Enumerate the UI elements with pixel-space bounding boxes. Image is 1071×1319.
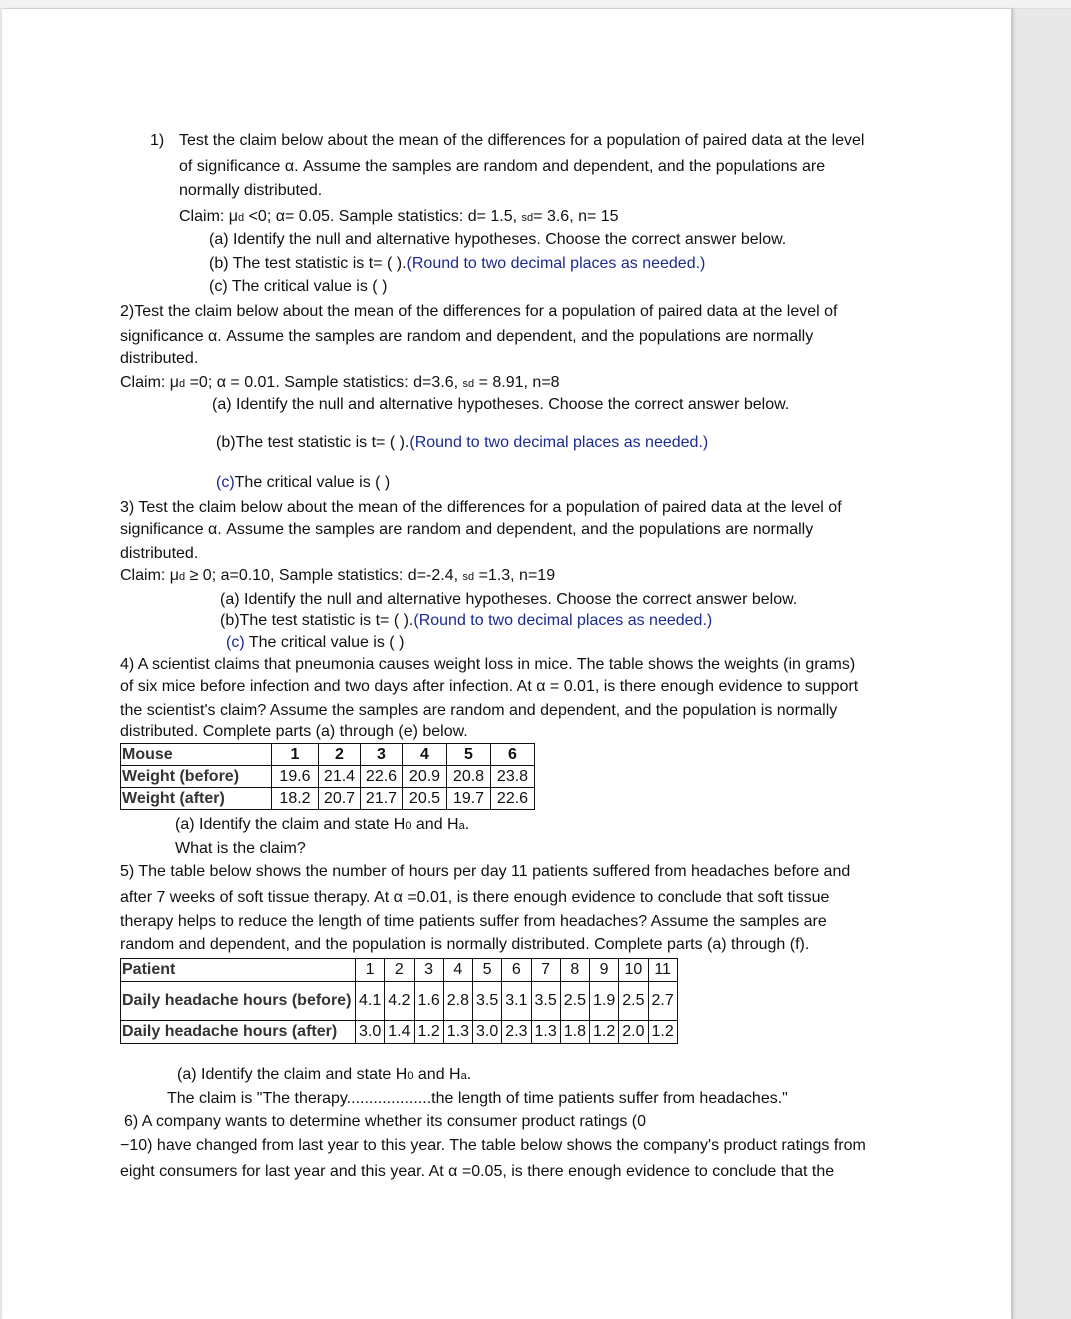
- table-row: [121, 982, 678, 1021]
- q3-text-line3: distributed.: [120, 545, 199, 562]
- table-cell: 1.4: [385, 1021, 414, 1044]
- table-header-row: [121, 959, 678, 982]
- table-header-row: [121, 744, 535, 766]
- q2-part-c-text: The critical value is ( ): [234, 474, 391, 491]
- q5-text-line3: therapy helps to reduce the length of time patients suffer from headaches? Assume the samples are: [120, 913, 827, 930]
- table-cell: 2.5: [619, 982, 648, 1021]
- table-cell: 1.2: [590, 1021, 619, 1044]
- q3-claim: Claim: μd ≥ 0; a=0.10, Sample statistics: d=-2.4, sd =1.3, n=19: [120, 567, 556, 584]
- table-cell: 9: [590, 959, 619, 982]
- table-cell: 20.5: [403, 788, 447, 810]
- table-cell: 19.6: [272, 766, 319, 788]
- q5-text-line2: after 7 weeks of soft tissue therapy. At α =0.01, is there enough evidence to conclude that soft tissue: [120, 889, 830, 906]
- table-cell: 5: [473, 959, 502, 982]
- table-cell: 1.3: [443, 1021, 472, 1044]
- table-cell: 3.0: [356, 1021, 385, 1044]
- q6-text-line3: eight consumers for last year and this year. At α =0.05, is there enough evidence to conclude that the: [120, 1163, 835, 1180]
- q3-part-c-text: The critical value is ( ): [244, 634, 405, 651]
- table-cell: 5: [447, 744, 491, 766]
- table-cell: 1.6: [414, 982, 443, 1021]
- table-cell: 3.0: [473, 1021, 502, 1044]
- q1-text-line3: normally distributed.: [179, 182, 323, 199]
- table-cell: 2: [385, 959, 414, 982]
- viewer-top-bar: [0, 0, 1071, 9]
- table-cell: 19.7: [447, 788, 491, 810]
- table-cell: 4.1: [356, 982, 385, 1021]
- q2-part-c: [216, 473, 390, 493]
- table-cell: 4.2: [385, 982, 414, 1021]
- q1-part-c: (c) The critical value is ( ): [209, 278, 388, 295]
- q2-text-line2: significance α. Assume the samples are random and dependent, and the populations are normally: [120, 328, 814, 345]
- table-cell: Patient: [121, 959, 356, 982]
- q2-text-line1: 2)Test the claim below about the mean of the differences for a population of paired data at the level of: [120, 303, 838, 320]
- q2-part-b: [216, 433, 708, 453]
- q2-part-c-label: (c): [216, 474, 235, 491]
- table-cell: Daily headache hours (after): [121, 1021, 356, 1044]
- q3-part-b-text: (b)The test statistic is t= ( ).: [220, 612, 414, 629]
- table-cell: 3.1: [502, 982, 531, 1021]
- q1-part-b-note: (Round to two decimal places as needed.): [406, 255, 706, 272]
- q2-text-line3: distributed.: [120, 350, 199, 367]
- document-page: [2, 9, 1013, 1319]
- table-cell: 1.3: [531, 1021, 560, 1044]
- table-cell: Daily headache hours (before): [121, 982, 356, 1021]
- q4-text-line2: of six mice before infection and two days after infection. At α = 0.01, is there enough evidence to support: [120, 678, 859, 695]
- table-row: [121, 788, 535, 810]
- q3-text-line2: significance α. Assume the samples are random and dependent, and the populations are normally: [120, 521, 814, 538]
- q6-text-line2: −10) have changed from last year to this year. The table below shows the company's product ratings from: [120, 1137, 866, 1154]
- q1-text-line2: of significance α. Assume the samples are random and dependent, and the populations are: [179, 158, 826, 175]
- q3-part-a: (a) Identify the null and alternative hypotheses. Choose the correct answer below.: [220, 591, 798, 608]
- q1-part-b: [209, 254, 705, 274]
- table-cell: 18.2: [272, 788, 319, 810]
- q5-claim: The claim is "The therapy...................the length of time patients suffer from headaches.": [167, 1090, 788, 1107]
- q1-part-a: (a) Identify the null and alternative hypotheses. Choose the correct answer below.: [209, 231, 787, 248]
- mouse-weight-table: [120, 743, 535, 810]
- table-cell: 20.8: [447, 766, 491, 788]
- q1-part-b-text: (b) The test statistic is t= ( ).: [209, 255, 407, 272]
- q6-text-line1: 6) A company wants to determine whether its consumer product ratings (0: [124, 1113, 647, 1130]
- q3-part-c-label: (c): [226, 634, 245, 651]
- table-cell: Weight (before): [121, 766, 272, 788]
- q4-part-a: (a) Identify the claim and state H0 and Ha.: [175, 816, 470, 833]
- table-cell: 2.8: [443, 982, 472, 1021]
- table-cell: 23.8: [491, 766, 535, 788]
- q2-claim: Claim: μd =0; α = 0.01. Sample statistics: d=3.6, sd = 8.91, n=8: [120, 374, 560, 391]
- q2-part-b-text: (b)The test statistic is t= ( ).: [216, 434, 410, 451]
- table-cell: 7: [531, 959, 560, 982]
- q2-part-b-note: (Round to two decimal places as needed.): [409, 434, 709, 451]
- table-cell: 20.7: [319, 788, 361, 810]
- table-cell: 21.4: [319, 766, 361, 788]
- table-row: [121, 1021, 678, 1044]
- table-row: [121, 766, 535, 788]
- q3-part-b-note: (Round to two decimal places as needed.): [413, 612, 713, 629]
- table-cell: 8: [560, 959, 589, 982]
- q5-part-a: (a) Identify the claim and state H0 and Ha.: [177, 1066, 472, 1083]
- q1-number: 1): [150, 132, 165, 149]
- table-cell: 2: [319, 744, 361, 766]
- q4-question: What is the claim?: [175, 840, 306, 857]
- q5-text-line4: random and dependent, and the population is normally distributed. Complete parts (a) through (f).: [120, 936, 810, 953]
- q3-text-line1: 3) Test the claim below about the mean of the differences for a population of paired data at the level of: [120, 499, 842, 516]
- q1-text-line1: Test the claim below about the mean of the differences for a population of paired data at the level: [179, 132, 865, 149]
- table-cell: 4: [403, 744, 447, 766]
- table-cell: 3: [414, 959, 443, 982]
- table-cell: 2.0: [619, 1021, 648, 1044]
- table-cell: 4: [443, 959, 472, 982]
- q5-text-line1: 5) The table below shows the number of hours per day 11 patients suffered from headaches before and: [120, 863, 851, 880]
- table-cell: 2.3: [502, 1021, 531, 1044]
- table-cell: 11: [648, 959, 677, 982]
- table-cell: 1: [356, 959, 385, 982]
- table-cell: Mouse: [121, 744, 272, 766]
- q3-part-c: [226, 633, 404, 653]
- table-cell: 1.2: [414, 1021, 443, 1044]
- table-cell: 21.7: [361, 788, 403, 810]
- table-cell: 22.6: [361, 766, 403, 788]
- table-cell: 6: [502, 959, 531, 982]
- q2-part-a: (a) Identify the null and alternative hypotheses. Choose the correct answer below.: [212, 396, 790, 413]
- table-cell: 1: [272, 744, 319, 766]
- table-cell: 1.8: [560, 1021, 589, 1044]
- table-cell: 2.7: [648, 982, 677, 1021]
- headache-hours-table: [120, 958, 678, 1044]
- table-cell: 1.9: [590, 982, 619, 1021]
- table-cell: Weight (after): [121, 788, 272, 810]
- table-cell: 22.6: [491, 788, 535, 810]
- table-cell: 3: [361, 744, 403, 766]
- table-cell: 1.2: [648, 1021, 677, 1044]
- table-cell: 10: [619, 959, 648, 982]
- table-cell: 3.5: [473, 982, 502, 1021]
- table-cell: 20.9: [403, 766, 447, 788]
- table-cell: 6: [491, 744, 535, 766]
- q4-text-line4: distributed. Complete parts (a) through (e) below.: [120, 723, 468, 740]
- q3-part-b: [220, 611, 712, 631]
- q4-text-line1: 4) A scientist claims that pneumonia causes weight loss in mice. The table shows the weights (in grams): [120, 656, 856, 673]
- q4-text-line3: the scientist's claim? Assume the samples are random and dependent, and the population is normally: [120, 702, 838, 719]
- table-cell: 3.5: [531, 982, 560, 1021]
- q1-claim: Claim: μd <0; α= 0.05. Sample statistics: d= 1.5, sd= 3.6, n= 15: [179, 208, 619, 225]
- table-cell: 2.5: [560, 982, 589, 1021]
